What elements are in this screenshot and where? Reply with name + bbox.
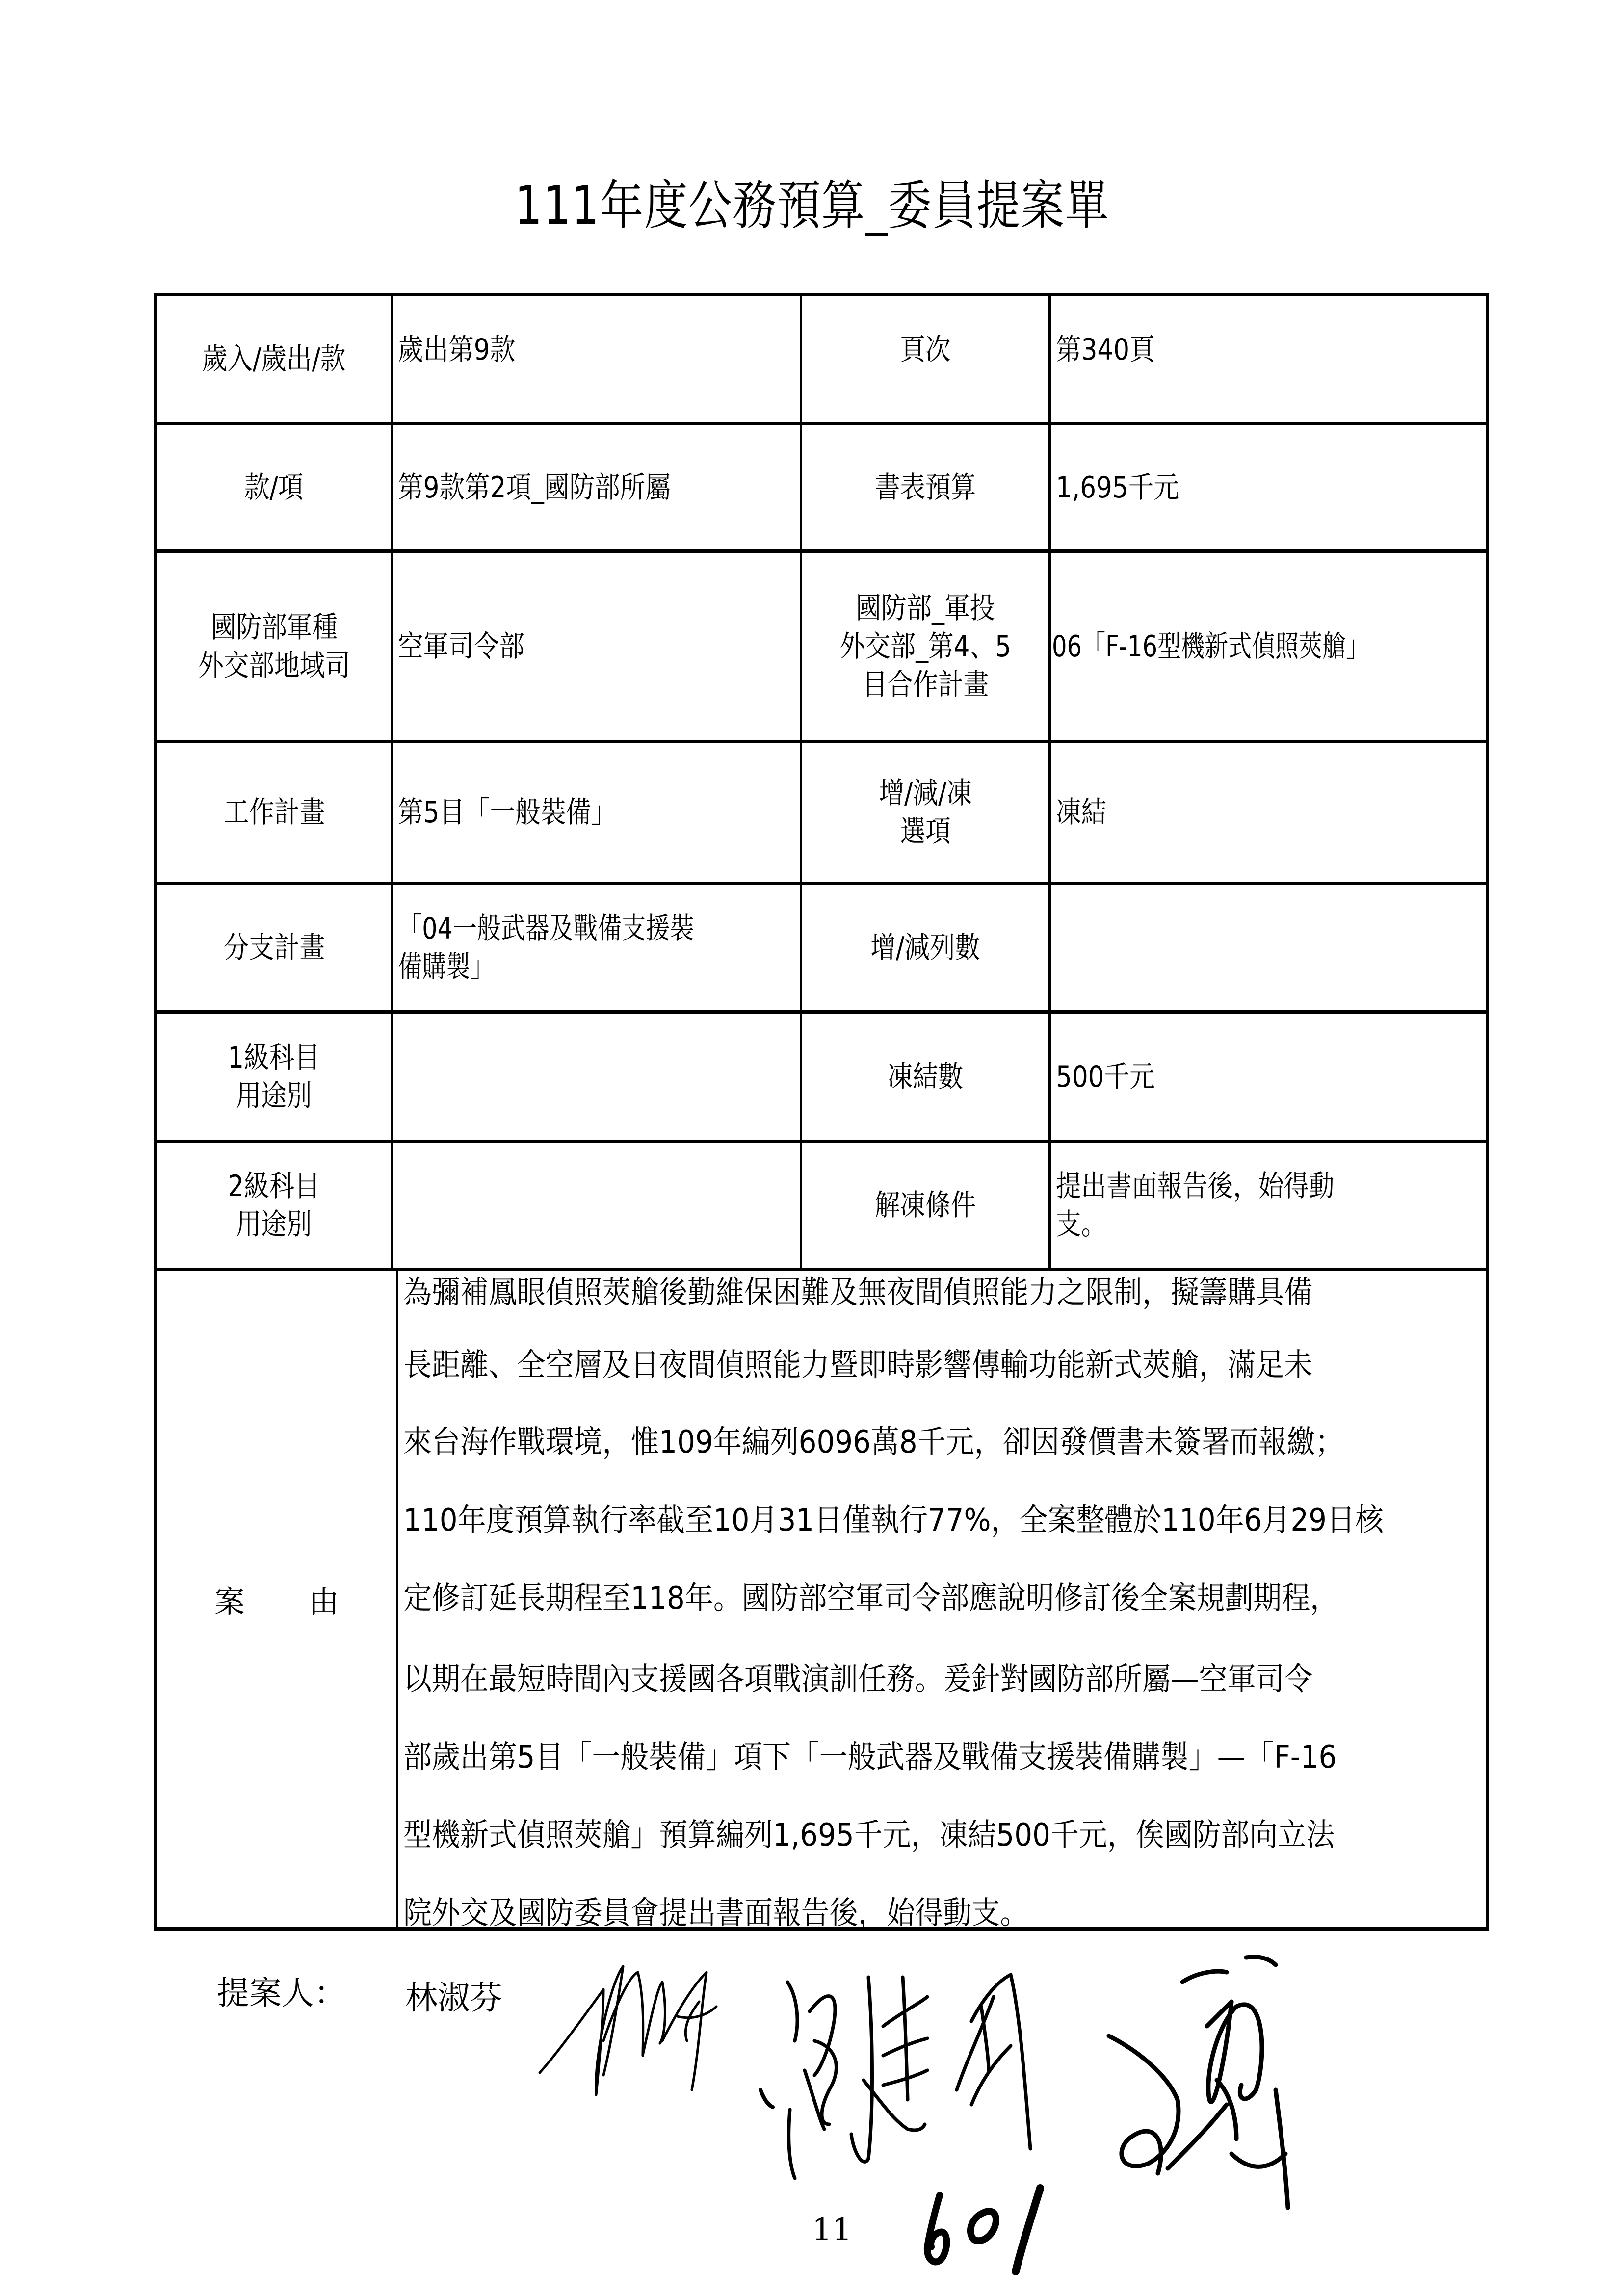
- label-frozen-amount: 凍結數: [800, 1014, 1048, 1140]
- table-row-branch-plan: [154, 882, 1489, 1010]
- proposer-label: 提案人：: [217, 1974, 346, 2012]
- table-row-work-plan: [154, 740, 1489, 882]
- label-branch-plan: 分支計畫: [154, 885, 391, 1010]
- table-row-level2-subject: [154, 1140, 1489, 1268]
- reason-line: 長距離、全空層及日夜間偵照能力暨即時影響傳輸功能新式莢艙，滿足未: [403, 1347, 1313, 1383]
- signature-1: [540, 1966, 716, 2095]
- table-row-section-item: [154, 422, 1489, 549]
- label-page: 頁次: [800, 296, 1048, 422]
- handwritten-signatures: [530, 1943, 1575, 2218]
- label-section-item: 款/項: [154, 425, 391, 549]
- value-page: 第340頁: [1048, 296, 1489, 422]
- value-adjust-amount: [1048, 885, 1489, 1010]
- value-branch-plan: 「04一般武器及戰備支援裝 備購製」: [391, 885, 800, 1010]
- value-level2-subject: [391, 1143, 800, 1268]
- value-adjust-option: 凍結: [1048, 743, 1489, 882]
- value-plan: 06「F-16型機新式偵照莢艙」: [1048, 553, 1489, 740]
- value-frozen-amount: 500千元: [1048, 1014, 1489, 1140]
- signature-2: [787, 1975, 1030, 2178]
- label-reason-second-char: 由: [309, 1584, 340, 1619]
- label-work-plan: 工作計畫: [154, 743, 391, 882]
- reason-line: 定修訂延長期程至118年。國防部空軍司令部應說明修訂後全案規劃期程，: [403, 1580, 1339, 1617]
- reason-line: 部歲出第5目「一般裝備」項下「一般武器及戰備支援裝備購製」—「F-16: [403, 1739, 1337, 1775]
- handwritten-digit-1: [1016, 2188, 1040, 2271]
- label-reason-first-char: 案: [214, 1584, 245, 1619]
- value-revenue-expenditure: 歲出第9款: [391, 296, 800, 422]
- reason-text: [396, 1271, 1489, 1931]
- label-unfreeze-condition: 解凍條件: [800, 1143, 1048, 1268]
- value-budget-book: 1,695千元: [1048, 425, 1489, 549]
- signature-3: [1109, 1957, 1288, 2208]
- label-level1-subject: 1級科目 用途別: [154, 1014, 391, 1140]
- reason-line: 為彌補鳳眼偵照莢艙後勤維保困難及無夜間偵照能力之限制，擬籌購具備: [403, 1275, 1313, 1311]
- table-row-department: [154, 549, 1489, 740]
- signature-dot: [760, 2090, 773, 2107]
- table-row-level1-subject: [154, 1010, 1489, 1140]
- handwritten-digit-6: [927, 2195, 947, 2262]
- page-number: 11: [812, 2212, 852, 2248]
- handwritten-digit-0: [970, 2211, 996, 2241]
- reason-line: 型機新式偵照莢艙」預算編列1,695千元，凍結500千元，俟國防部向立法: [403, 1817, 1335, 1853]
- table-row-reason: [154, 1268, 1489, 1931]
- reason-line: 110年度預算執行率截至10月31日僅執行77%，全案整體於110年6月29日核: [403, 1502, 1384, 1539]
- value-section-item: 第9款第2項_國防部所屬: [391, 425, 800, 549]
- label-adjust-amount: 增/減列數: [800, 885, 1048, 1010]
- reason-line: 以期在最短時間內支援國各項戰演訓任務。爰針對國防部所屬—空軍司令: [403, 1661, 1313, 1697]
- label-adjust-option: 增/減/凍 選項: [800, 743, 1048, 882]
- proposer-name: 林淑芬: [405, 1979, 502, 2017]
- value-work-plan: 第5目「一般裝備」: [391, 743, 800, 882]
- reason-line: 來台海作戰環境，惟109年編列6096萬8千元，卻因發價書未簽署而報繳；: [403, 1424, 1344, 1461]
- value-level1-subject: [391, 1014, 800, 1140]
- value-department: 空軍司令部: [391, 553, 800, 740]
- label-level2-subject: 2級科目 用途別: [154, 1143, 391, 1268]
- handwritten-number-601: [913, 2183, 1079, 2276]
- label-plan: 國防部_軍投 外交部_第4、5 目合作計畫: [800, 553, 1048, 740]
- reason-line: 院外交及國防委員會提出書面報告後，始得動支。: [403, 1895, 1029, 1931]
- table-row-revenue-expenditure: [154, 293, 1489, 422]
- value-unfreeze-condition: 提出書面報告後，始得動 支。: [1048, 1143, 1489, 1268]
- label-budget-book: 書表預算: [800, 425, 1048, 549]
- label-reason: [154, 1271, 396, 1927]
- label-department: 國防部軍種 外交部地域司: [154, 553, 391, 740]
- label-revenue-expenditure: 歲入/歲出/款: [154, 296, 391, 422]
- document-title: 111年度公務預算_委員提案單: [514, 175, 1110, 236]
